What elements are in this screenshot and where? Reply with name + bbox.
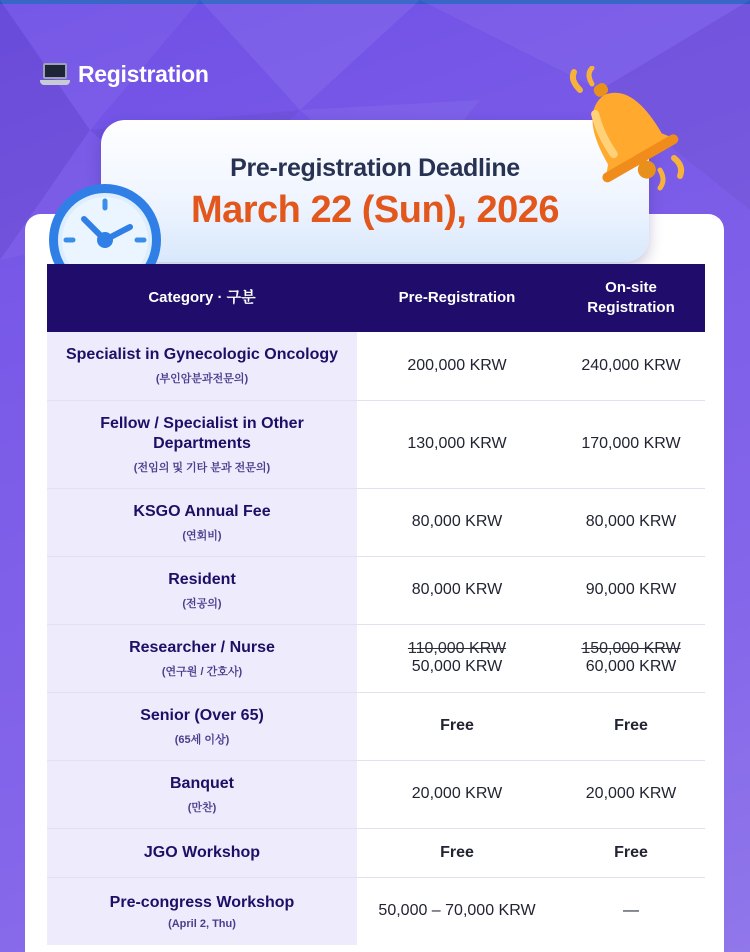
registration-fee-table [47, 264, 705, 945]
header-onsite-registration: On-site Registration [557, 264, 705, 332]
table-row [47, 400, 705, 488]
bell-icon [552, 66, 692, 198]
discounted-pre-fee: 50,000 KRW [411, 658, 503, 675]
original-pre-fee: 110,000 KRW [407, 640, 507, 657]
category-cell [47, 556, 357, 624]
category-cell [47, 488, 357, 556]
category-korean: (연회비) [182, 529, 222, 542]
table-row [47, 488, 705, 556]
category-cell [47, 760, 357, 828]
table-row [47, 692, 705, 760]
section-title: Registration [78, 60, 209, 87]
header-pre-registration: Pre-Registration [357, 264, 557, 332]
deadline-label: Pre-registration Deadline [230, 154, 520, 182]
category-name: Banquet [170, 774, 234, 792]
category-name: Pre-congress Workshop [109, 893, 295, 911]
discounted-onsite-fee: 60,000 KRW [585, 658, 677, 675]
category-name: Resident [168, 570, 236, 588]
onsite-registration-fee-cell [557, 624, 705, 692]
table-row [47, 332, 705, 400]
category-name: Senior (Over 65) [140, 706, 264, 724]
table-row [47, 877, 705, 945]
onsite-registration-fee: 20,000 KRW [557, 760, 705, 828]
pre-registration-fee-cell [357, 624, 557, 692]
pre-registration-fee: 50,000 – 70,000 KRW [357, 877, 557, 945]
pre-registration-fee: Free [357, 692, 557, 760]
category-cell [47, 400, 357, 488]
category-name: JGO Workshop [143, 843, 261, 861]
laptop-icon [40, 61, 70, 87]
pre-registration-fee: 200,000 KRW [357, 332, 557, 400]
onsite-registration-fee: — [557, 877, 705, 945]
category-korean: (부인암분과전문의) [155, 373, 249, 386]
table-row [47, 828, 705, 877]
onsite-registration-fee: 170,000 KRW [557, 400, 705, 488]
pre-registration-fee: 80,000 KRW [357, 488, 557, 556]
onsite-registration-fee: Free [557, 828, 705, 877]
category-cell [47, 828, 357, 877]
original-onsite-fee: 150,000 KRW [581, 640, 681, 657]
pre-registration-fee: 130,000 KRW [357, 400, 557, 488]
onsite-registration-fee: 90,000 KRW [557, 556, 705, 624]
category-korean: (전공의) [182, 597, 222, 610]
category-cell [47, 332, 357, 400]
onsite-registration-fee: 240,000 KRW [557, 332, 705, 400]
category-korean: (전임의 및 기타 분과 전문의) [133, 461, 271, 474]
category-name: Specialist in Gynecologic Oncology [65, 346, 339, 364]
table-row [47, 760, 705, 828]
category-name: KSGO Annual Fee [133, 502, 271, 520]
section-header [40, 58, 209, 90]
category-korean: (만찬) [187, 801, 217, 814]
category-cell [47, 624, 357, 692]
table-header-row [47, 264, 705, 332]
table-row [47, 624, 705, 692]
category-name: Researcher / Nurse [129, 638, 275, 656]
pre-registration-fee: 20,000 KRW [357, 760, 557, 828]
category-cell [47, 877, 357, 945]
onsite-registration-fee: 80,000 KRW [557, 488, 705, 556]
deadline-date: March 22 (Sun), 2026 [190, 189, 560, 231]
category-korean: (연구원 / 간호사) [161, 665, 243, 678]
pre-registration-fee: Free [357, 828, 557, 877]
category-name: Fellow / Specialist in Other Departments [100, 414, 304, 452]
category-date: (April 2, Thu) [168, 917, 236, 930]
table-row [47, 556, 705, 624]
category-korean: (65세 이상) [174, 733, 230, 746]
header-category: Category · 구분 [47, 264, 357, 332]
category-cell [47, 692, 357, 760]
onsite-registration-fee: Free [557, 692, 705, 760]
pre-registration-fee: 80,000 KRW [357, 556, 557, 624]
